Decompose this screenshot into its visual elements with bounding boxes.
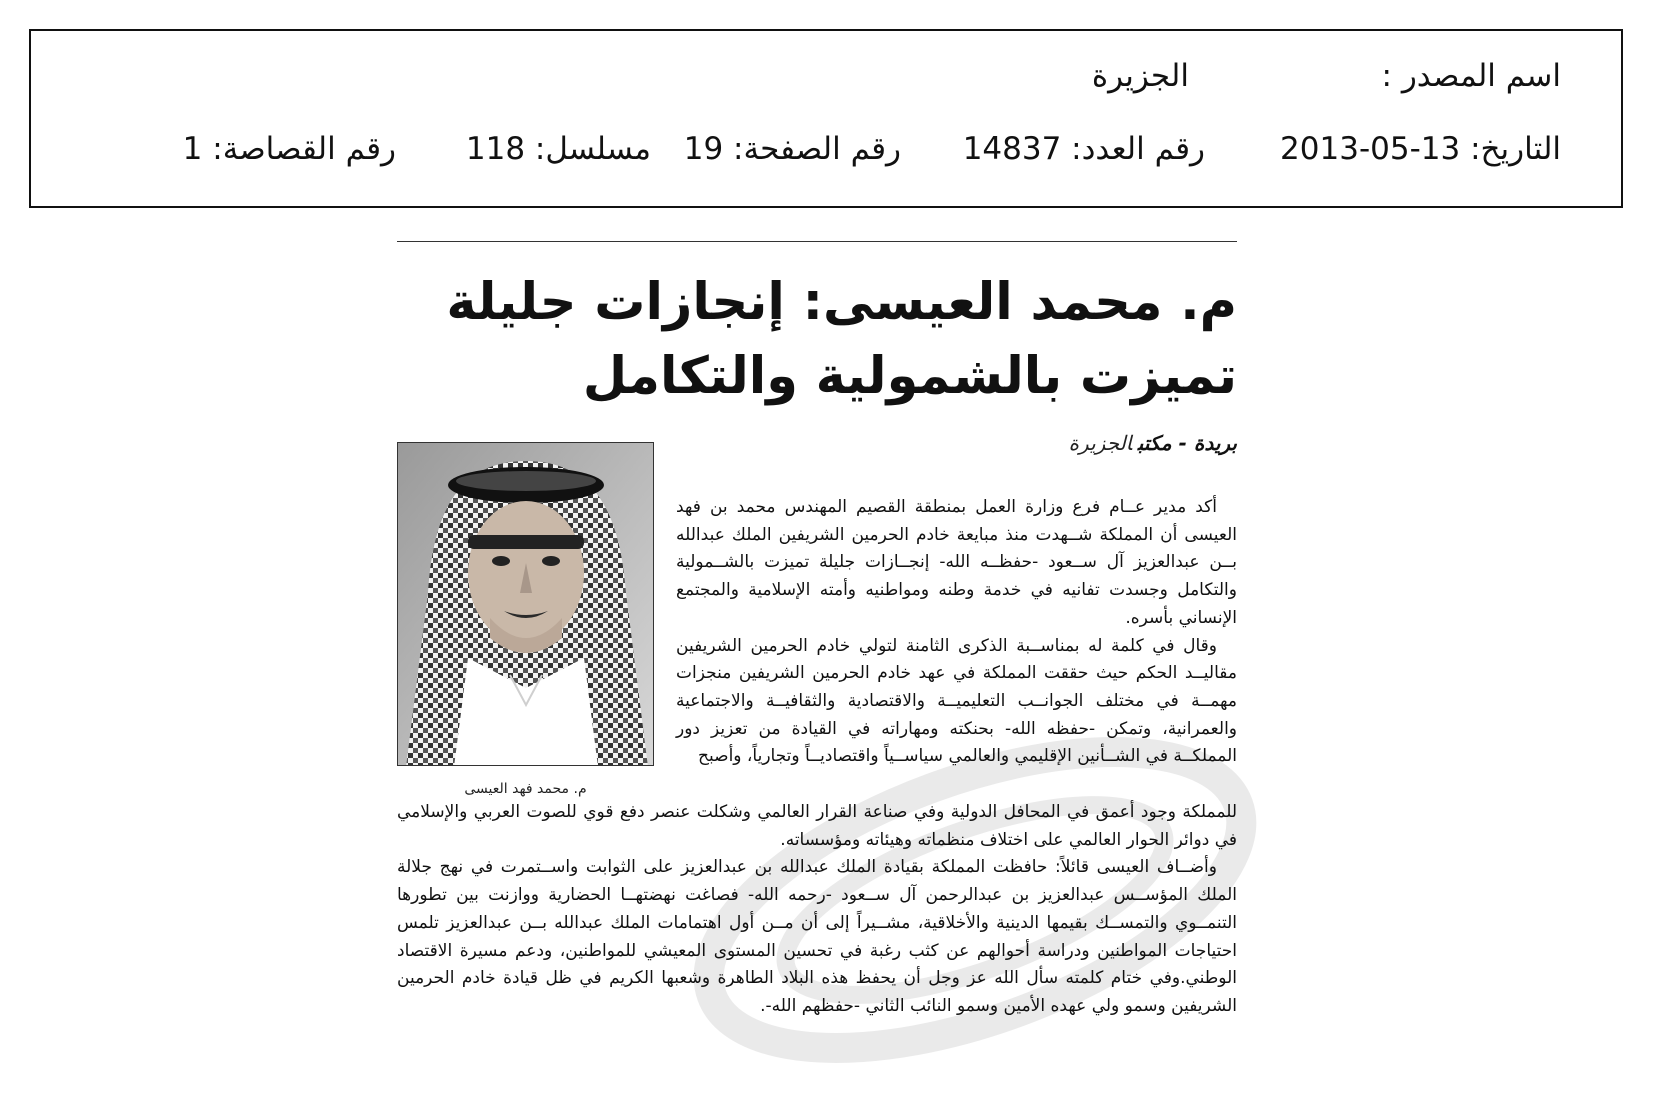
article-headline: م. محمد العيسى: إنجازات جليلة تميزت بالشمولية والتكامل xyxy=(446,273,1237,406)
source-value: الجزيرة xyxy=(1091,58,1189,94)
issue-number-field: رقم العدد: 14837 xyxy=(962,131,1205,167)
page-number-field: رقم الصفحة: 19 xyxy=(683,131,901,167)
portrait-image xyxy=(398,443,654,766)
paragraph: للمملكة وجود أعمق في المحافل الدولية وفي صناعة القرار العالمي وشكلت عنصر دفع قوي للصوت العربي والإسلامي في دوائر الحوار العالمي على اختلاف منظماته وهيئاته ومؤسساته. xyxy=(397,802,1237,850)
newspaper-logo: الجزيرة xyxy=(1068,431,1132,455)
source-label: اسم المصدر : xyxy=(1381,58,1561,94)
article-body-wide-column xyxy=(397,799,1237,1021)
dateline-location: بريدة - مكتب xyxy=(1137,431,1237,455)
date-field: التاريخ: 13-05-2013 xyxy=(1280,131,1561,167)
top-rule-divider xyxy=(397,241,1237,242)
clipping-number-field: رقم القصاصة: 1 xyxy=(182,131,396,167)
article-body-narrow-column xyxy=(676,494,1237,771)
serial-field: مسلسل: 118 xyxy=(465,131,651,167)
source-metadata-box xyxy=(29,29,1623,208)
photo-caption: م. محمد فهد العيسى xyxy=(464,781,587,797)
paragraph: أكد مدير عــام فرع وزارة العمل بمنطقة القصيم المهندس محمد بن فهد العيسى أن المملكة شــهدت منذ مبايعة خادم الحرمين الشريفين الملك عبدالله بــن عبدالعزيز آل ســعود -حفظــه الله- إنجــازات جليلة تميزت بالشــمولية والتكامل وجسدت تفانيه في خدمة وطنه ومواطنيه وأمته الإسلامية والمجتمع الإنساني بأسره. xyxy=(676,497,1237,628)
paragraph: وأضــاف العيسى قائلاً: حافظت المملكة بقيادة الملك عبدالله بن عبدالعزيز على الثوابت واســتمرت في نهج جلالة الملك المؤســس عبدالعزيز بن عبدالرحمن آل ســعود -رحمه الله- فصاغت نهضتهــا الحضارية ووازنت بين تطورها التنمــوي والتمســك بقيمها الدينية والأخلاقية، مشــيراً إلى أن مــن أول اهتمامات الملك عبدالله بــن عبدالعزيز تلمس احتياجات المواطنين ودراسة أحوالهم عن كثب رغبة في تحسين المستوى المعيشي للمواطنين، ودعم مسيرة الاقتصاد الوطني.وفي ختام كلمته سأل الله عز وجل أن يحفظ هذه البلاد الطاهرة وشعبها الكريم في ظل قيادة خادم الحرمين الشريفين وسمو ولي عهده الأمين وسمو النائب الثاني -حفظهم الله-. xyxy=(397,857,1237,1016)
portrait-photo xyxy=(397,442,654,766)
article-dateline xyxy=(1069,431,1237,455)
paragraph: وقال في كلمة له بمناســبة الذكرى الثامنة لتولي خادم الحرمين الشريفين مقاليــد الحكم حيث حققت المملكة في عهد خادم الحرمين الشريفين منجزات مهمــة في مختلف الجوانــب التعليميــة والاقتصادية والثقافيــة والاجتماعية والعمرانية، وتمكن -حفظه الله- بحنكته ومهاراته في القيادة من تعزيز دور المملكــة في الشــأنين الإقليمي والعالمي سياســياً واقتصاديــاً وتجارياً، وأصبح xyxy=(676,635,1237,767)
